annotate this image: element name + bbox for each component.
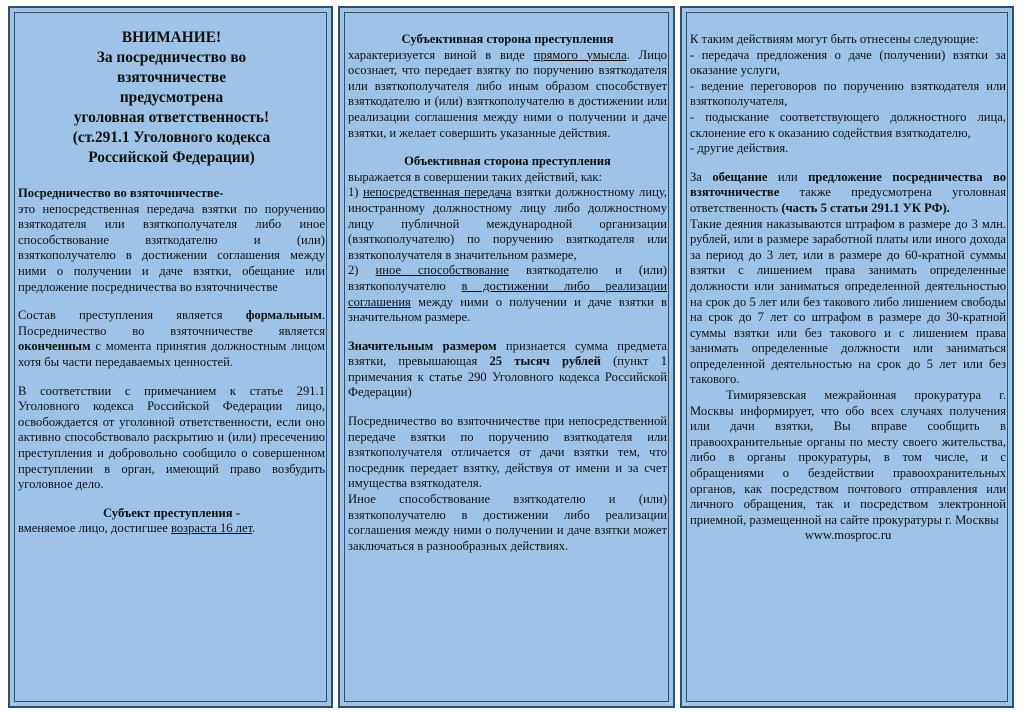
difference-text: Посредничество во взяточничестве при непосредственной передаче взятки по поручению взяткодателя или взяткополучателя отличается от дачи взятки тем, что посредник передает взятку, действуя от имени и за счет имущества взяткодателя. — [348, 414, 667, 491]
subjective-side-title: Субъективная сторона преступления — [401, 32, 614, 46]
actions-intro: К таким действиям могут быть отнесены следующие: — [690, 32, 979, 46]
definition-text: это непосредственная передача взятки по поручению взяткодателя или взяткополучателя либо иное способствование взяткодателю и (или) взяткополучателю в достижении соглашения между ними о получении и даче взятки, обещание или предложение посредничества во взяточничестве — [18, 201, 325, 294]
exemption-note: В соответствии с примечанием к статье 291.1 Уголовного кодекса Российской Федерации лицо, освобождается от уголовной ответственности, если оно активно способствовало раскрытию и (или) пресечению преступления и добровольно сообщило о совершенном преступлении в орган, имеющий право возбудить уголовное дело. — [18, 383, 325, 492]
action-item: - подыскание соответствующего должностного лица, склонение его к оказанию содействия взяткодателю, — [690, 109, 1006, 140]
definition-title: Посредничество во взяточничестве- — [18, 186, 224, 200]
action-item: - передача предложения о даче (получении) взятки за оказание услуги, — [690, 47, 1006, 78]
action-item: - ведение переговоров по поручению взяткодателя или взяткополучателя, — [690, 78, 1006, 109]
formal-composition: Состав преступления является формальным. Посредничество во взяточничестве является оконченным с момента принятия должностным лицом хотя бы части передаваемых ценностей. — [18, 308, 325, 369]
subjective-side-text: характеризуется виной в виде прямого умысла. Лицо осознает, что передает взятку по поручению взяткодателя или взяткополучателя либо иным образом способствует взяткодателю и (или) взяткополучателю в достижении или реализации соглашения между ними о получении и даче взятки, и желает совершить указанные действия. — [348, 47, 667, 140]
prosecutor-info: Тимирязевская межрайонная прокуратура г. Москвы информирует, что обо всех случаях получения или дачи взятки, Вы вправе сообщить в правоохранительные органы по месту своего жительства, либо в органы прокуратуры, в том числе, и с обращениями о бездействии правоохранительных органов, как посредством почтового отправления или личного обращения, так и посредством электронной приемной, размещенной на сайте прокуратуры г. Москвы — [690, 388, 1006, 527]
column-left — [8, 6, 333, 708]
objective-item-1: 1) непосредственная передача взятки должностному лицу, иностранному должностному лицу либо должностному лицу публичной международной организации (взяткополучателю) по поручению взяткодателя или взяткополучателя в значительном размере, — [348, 185, 668, 262]
subject-text: вменяемое лицо, достигшее возраста 16 лет. — [18, 521, 256, 536]
promise-liability: За обещание или предложение посредничества во взяточничестве также предусмотрена уголовная ответственность (часть 5 статьи 291.1 УК РФ). — [690, 169, 1006, 215]
website-link[interactable]: www.mosproc.ru — [804, 528, 892, 543]
penalty-text: Такие деяния наказываются штрафом в размере до 3 млн. рублей, или в размере заработной платы или иного дохода за период до 3 лет, или в размере до 60-кратной суммы взятки с лишением права занимать определенные должности или заниматься определенной деятельностью на срок до 5 лет или без такового либо лишением свободы на срок до 7 лет со штрафом в размере до 30-кратной суммы взятки или без такового и с лишением права занимать определенные должности или заниматься определенной деятельностью на срок до 5 лет или без такового. — [690, 216, 1006, 387]
warning-heading: ВНИМАНИЕ! За посредничество во взяточничестве предусмотрена уголовная ответственность! (ст.291.1 Уголовного кодекса Российской Федерации) — [72, 29, 271, 166]
action-item: - другие действия. — [690, 141, 789, 156]
objective-side-title: Объективная сторона преступления — [404, 154, 611, 169]
objective-item-2: 2) иное способствование взяткодателю и (или) взяткополучателю в достижении либо реализации соглашения между ними о получении и даче взятки в значительном размере. — [348, 263, 668, 325]
column-middle — [338, 6, 675, 708]
subject-title: Субъект преступления - — [103, 505, 240, 520]
objective-side-intro: выражается в совершении таких действий, как: — [348, 169, 602, 184]
column-right — [680, 6, 1014, 708]
significant-size: Значительным размером признается сумма предмета взятки, превышающая 25 тысяч рублей (пункт 1 примечания к статье 290 Уголовного кодекса Российской Федерации) — [348, 338, 667, 400]
other-assistance-text: Иное способствование взяткодателю и (или) взяткополучателю в достижении либо реализации соглашения между ними о получении и даче взятки может заключаться в разнообразных действиях. — [348, 492, 667, 553]
